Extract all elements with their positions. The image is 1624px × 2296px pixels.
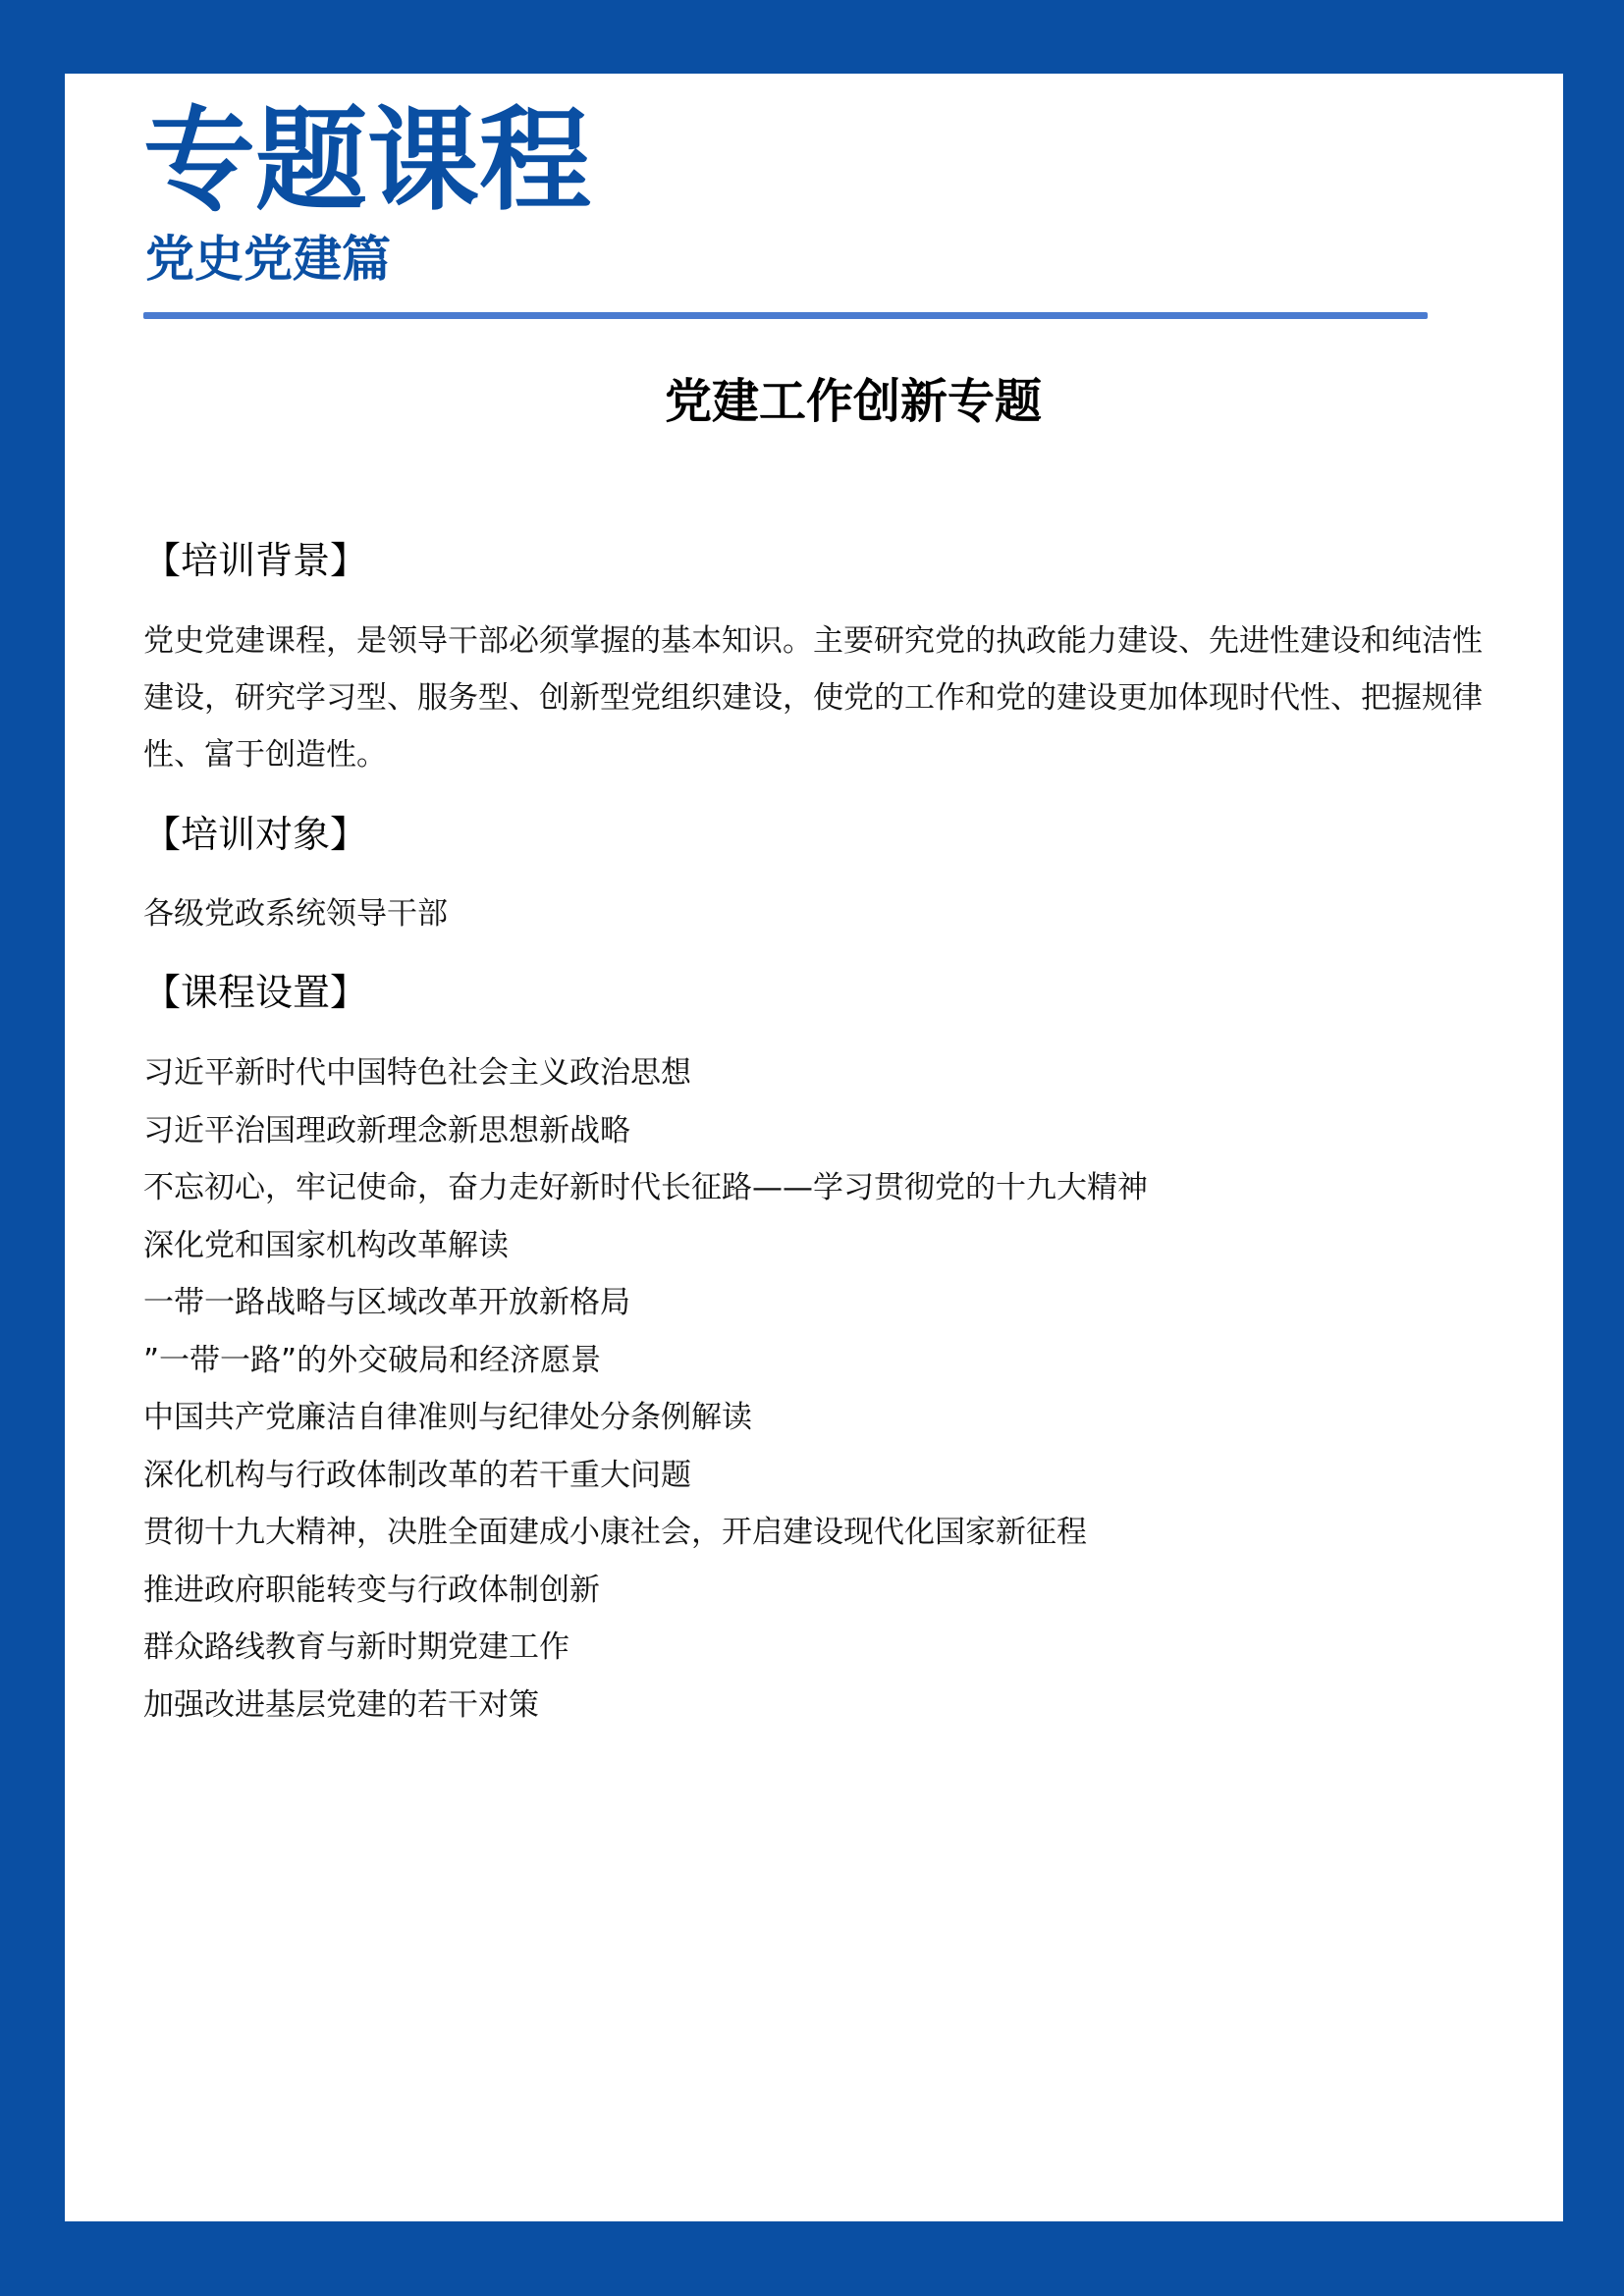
section-heading-background: 【培训背景】 [143,539,368,582]
header-divider [143,312,1428,319]
course-item: 习近平新时代中国特色社会主义政治思想 [143,1055,691,1091]
page-header-title: 专题课程 [143,95,592,226]
document-page [65,74,1563,2221]
course-item: 中国共产党廉洁自律准则与纪律处分条例解读 [143,1400,752,1435]
course-item: 贯彻十九大精神，决胜全面建成小康社会，开启建设现代化国家新征程 [143,1515,1087,1550]
course-item: ”一带一路”的外交破局和经济愿景 [143,1342,602,1378]
section-heading-audience: 【培训对象】 [143,813,368,856]
course-item: 不忘初心，牢记使命，奋力走好新时代长征路——学习贯彻党的十九大精神 [143,1170,1148,1205]
course-item: 推进政府职能转变与行政体制创新 [143,1572,600,1608]
page-header-subtitle: 党史党建篇 [145,231,391,288]
document-title: 党建工作创新专题 [664,374,1042,429]
course-item: 群众路线教育与新时期党建工作 [143,1629,569,1665]
course-item: 加强改进基层党建的若干对策 [143,1686,539,1723]
course-list [143,1044,1148,1734]
audience-paragraph: 各级党政系统领导干部 [143,896,448,932]
course-item: 深化机构与行政体制改革的若干重大问题 [143,1457,691,1493]
background-paragraph: 党史党建课程，是领导干部必须掌握的基本知识。主要研究党的执政能力建设、先进性建设和纯洁性建设，研究学习型、服务型、创新型党组织建设，使党的工作和党的建设更加体现时代性、把握规律性、富于创造性。 [143,623,1483,773]
course-item: 一带一路战略与区域改革开放新格局 [143,1285,630,1320]
section-heading-courses: 【课程设置】 [143,971,368,1014]
course-item: 深化党和国家机构改革解读 [143,1227,509,1263]
course-item: 习近平治国理政新理念新思想新战略 [143,1112,630,1148]
